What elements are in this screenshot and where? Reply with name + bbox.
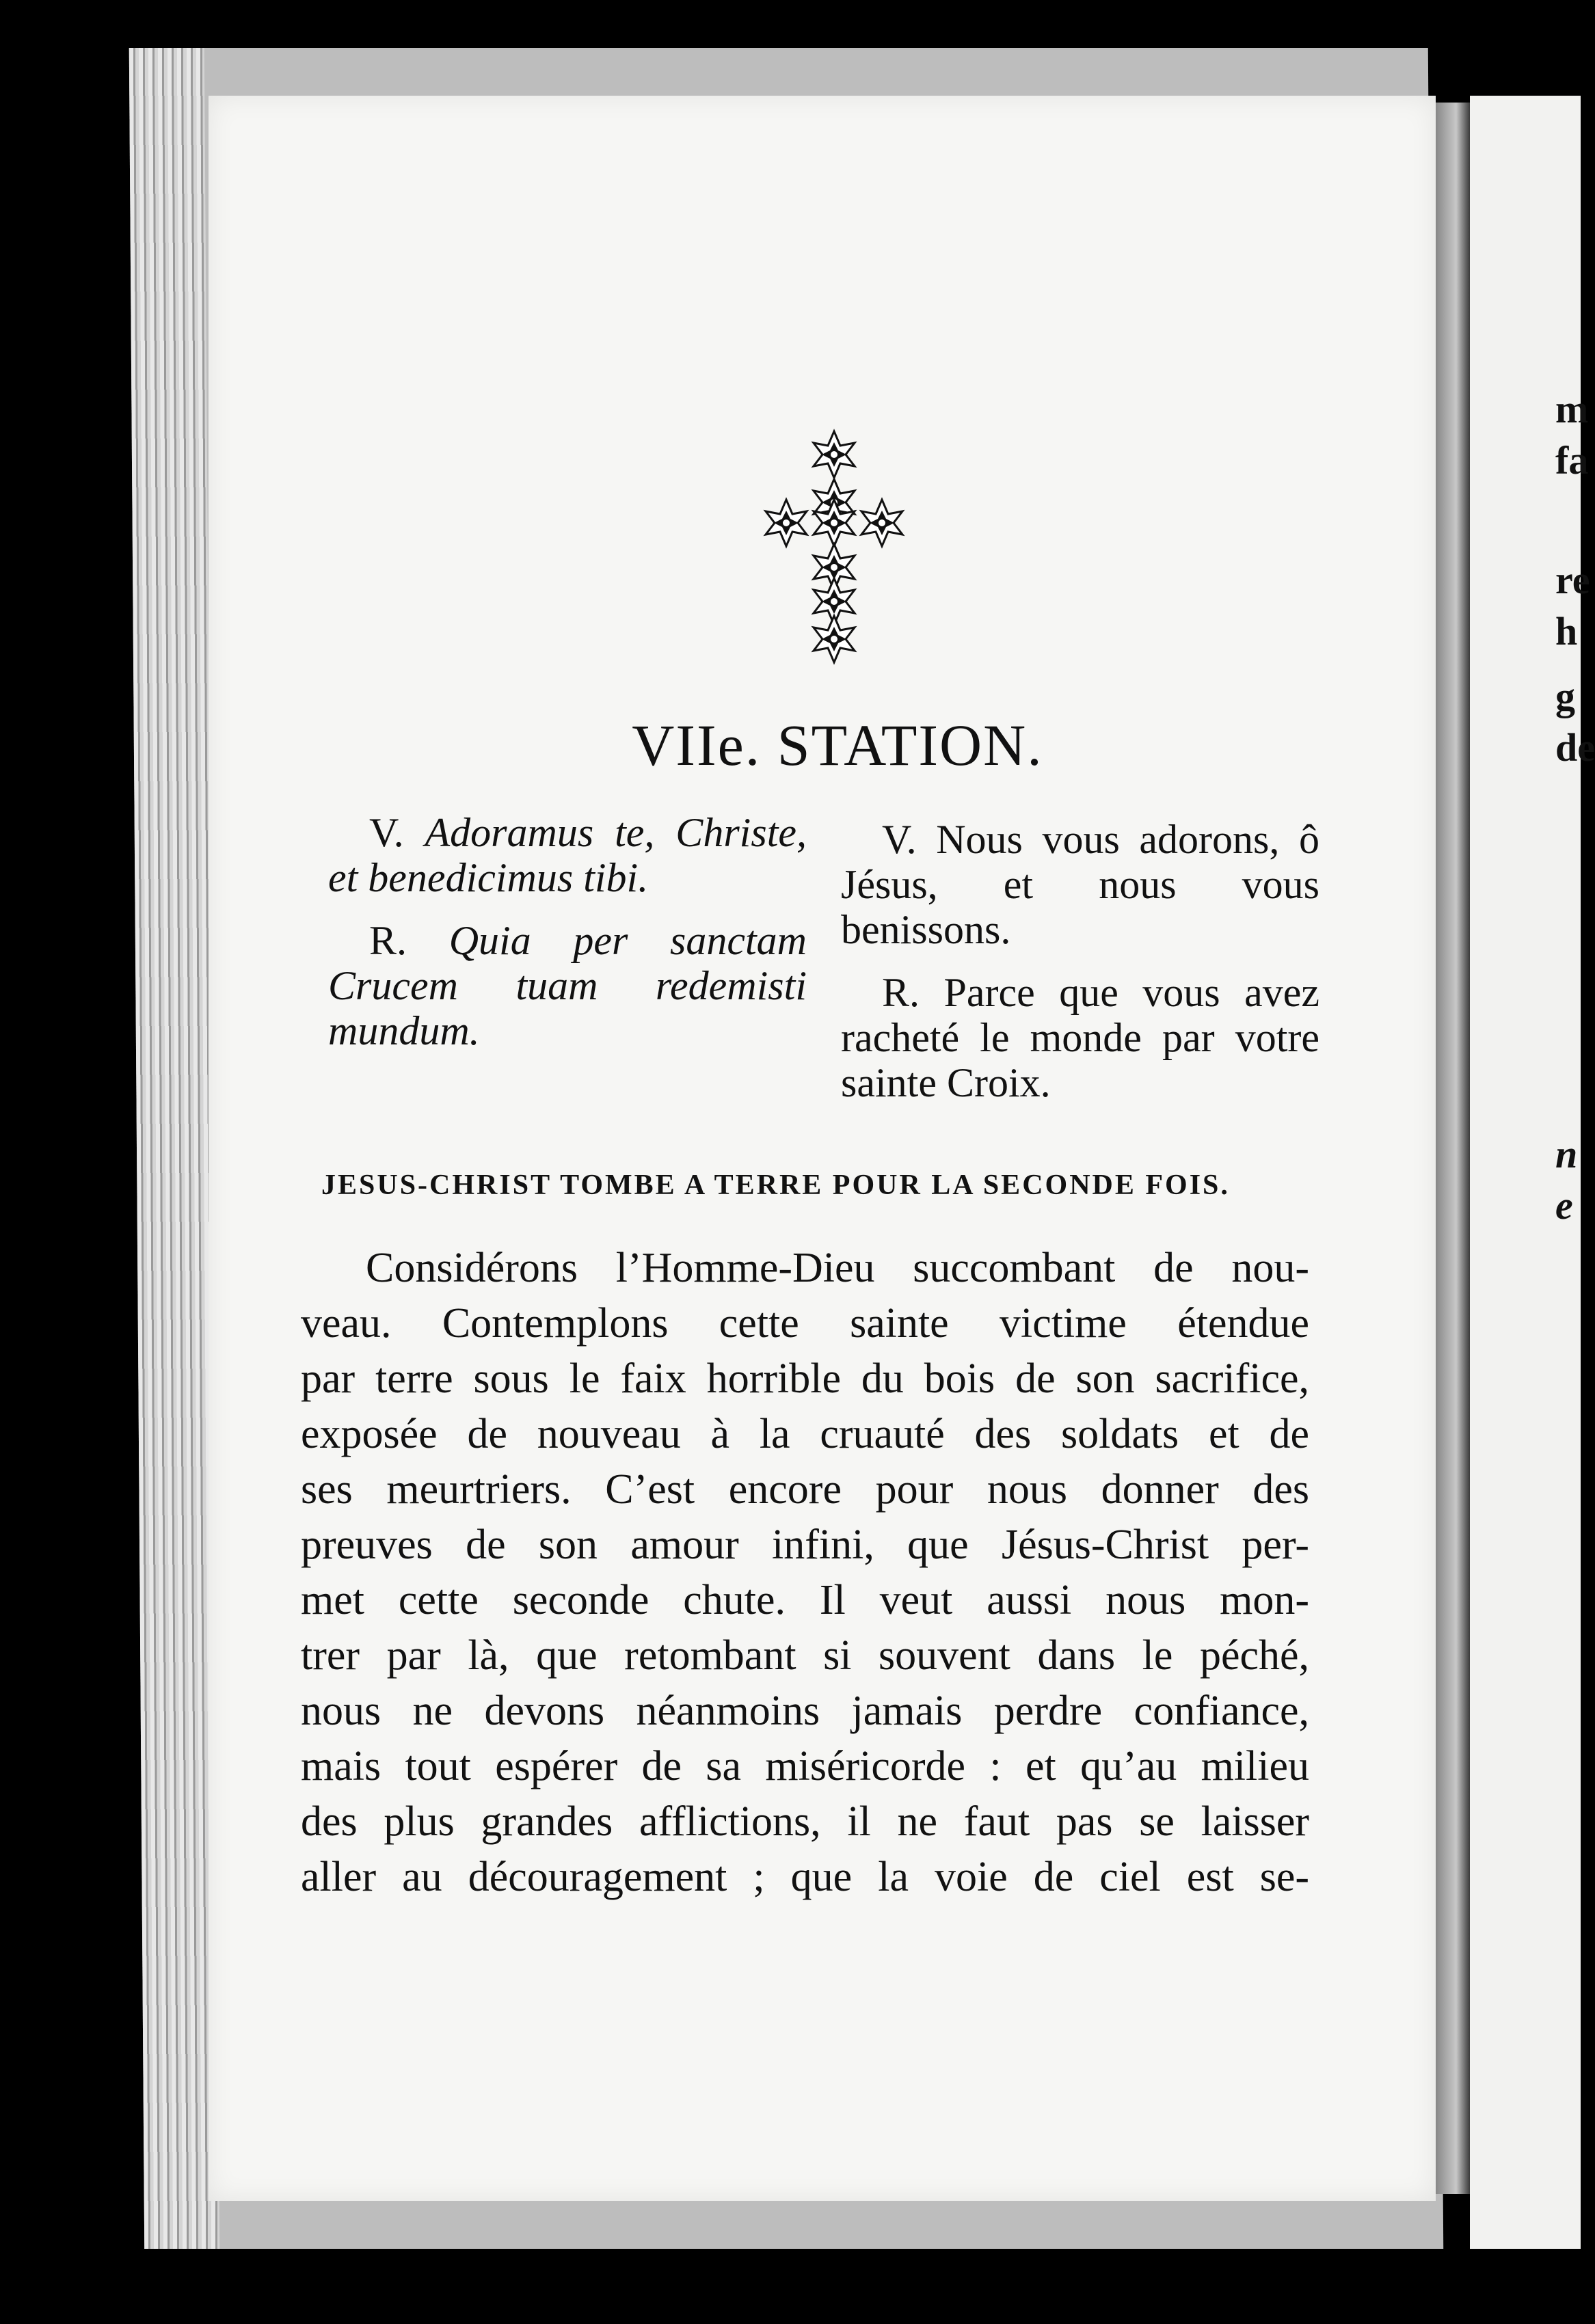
- latin-versicle-text: Adoramus te, Christe, et benedicimus tibi.: [328, 810, 807, 900]
- facing-page-fragment: de: [1555, 725, 1595, 770]
- body-line: met cette seconde chute. Il veut aussi nous mon-: [301, 1577, 1309, 1623]
- body-line: Considérons l’Homme-Dieu succombant de nou-: [366, 1245, 1309, 1291]
- french-versicle-column: [841, 817, 1319, 1105]
- facing-page-fragment: e: [1555, 1183, 1573, 1228]
- binding-gutter: [1436, 103, 1470, 2194]
- latin-versicle: [328, 810, 807, 900]
- meditation-paragraph: [301, 1241, 1309, 1905]
- body-line: preuves de son amour infini, que Jésus-Christ per-: [301, 1522, 1309, 1568]
- facing-page-fragment: re: [1555, 558, 1590, 602]
- facing-page-fragment: h: [1555, 609, 1578, 653]
- page-edges: [129, 48, 219, 2249]
- french-response: R. Parce que vous avez racheté le monde par votre sainte Croix.: [841, 970, 1319, 1105]
- body-line: mais tout espérer de sa miséricorde : et qu’au milieu: [301, 1743, 1309, 1789]
- station-title: VIIe. STATION.: [632, 712, 1043, 778]
- body-line: exposée de nouveau à la cruauté des soldats et de: [301, 1411, 1309, 1457]
- facing-page-fragment: n: [1555, 1132, 1578, 1176]
- response-marker: R.: [369, 918, 407, 963]
- latin-response: [328, 918, 807, 1053]
- body-line: des plus grandes afflictions, il ne faut pas se laisser: [301, 1798, 1309, 1845]
- latin-versicle-column: [328, 810, 807, 1053]
- body-line: veau. Contemplons cette sainte victime étendue: [301, 1300, 1309, 1347]
- ornamental-cross-icon: [752, 427, 916, 663]
- body-line: nous ne devons néanmoins jamais perdre confiance,: [301, 1688, 1309, 1734]
- section-heading: JESUS-CHRIST TOMBE A TERRE POUR LA SECONDE FOIS.: [321, 1170, 1230, 1201]
- french-versicle: V. Nous vous adorons, ô Jésus, et nous vous benissons.: [841, 817, 1319, 952]
- latin-response-text: Quia per sanctam Crucem tuam redemisti mundum.: [328, 918, 807, 1053]
- facing-page-fragment: m: [1555, 387, 1589, 431]
- body-line: par terre sous le faix horrible du bois de son sacrifice,: [301, 1355, 1309, 1402]
- body-line: trer par là, que retombant si souvent dans le péché,: [301, 1632, 1309, 1679]
- facing-page-fragment: g: [1555, 674, 1575, 718]
- body-line: ses meurtriers. C’est encore pour nous donner des: [301, 1466, 1309, 1513]
- facing-page-fragment: fa: [1555, 438, 1589, 483]
- body-line: aller au découragement ; que la voie de ciel est se-: [301, 1854, 1309, 1900]
- versicle-marker: V.: [369, 810, 404, 855]
